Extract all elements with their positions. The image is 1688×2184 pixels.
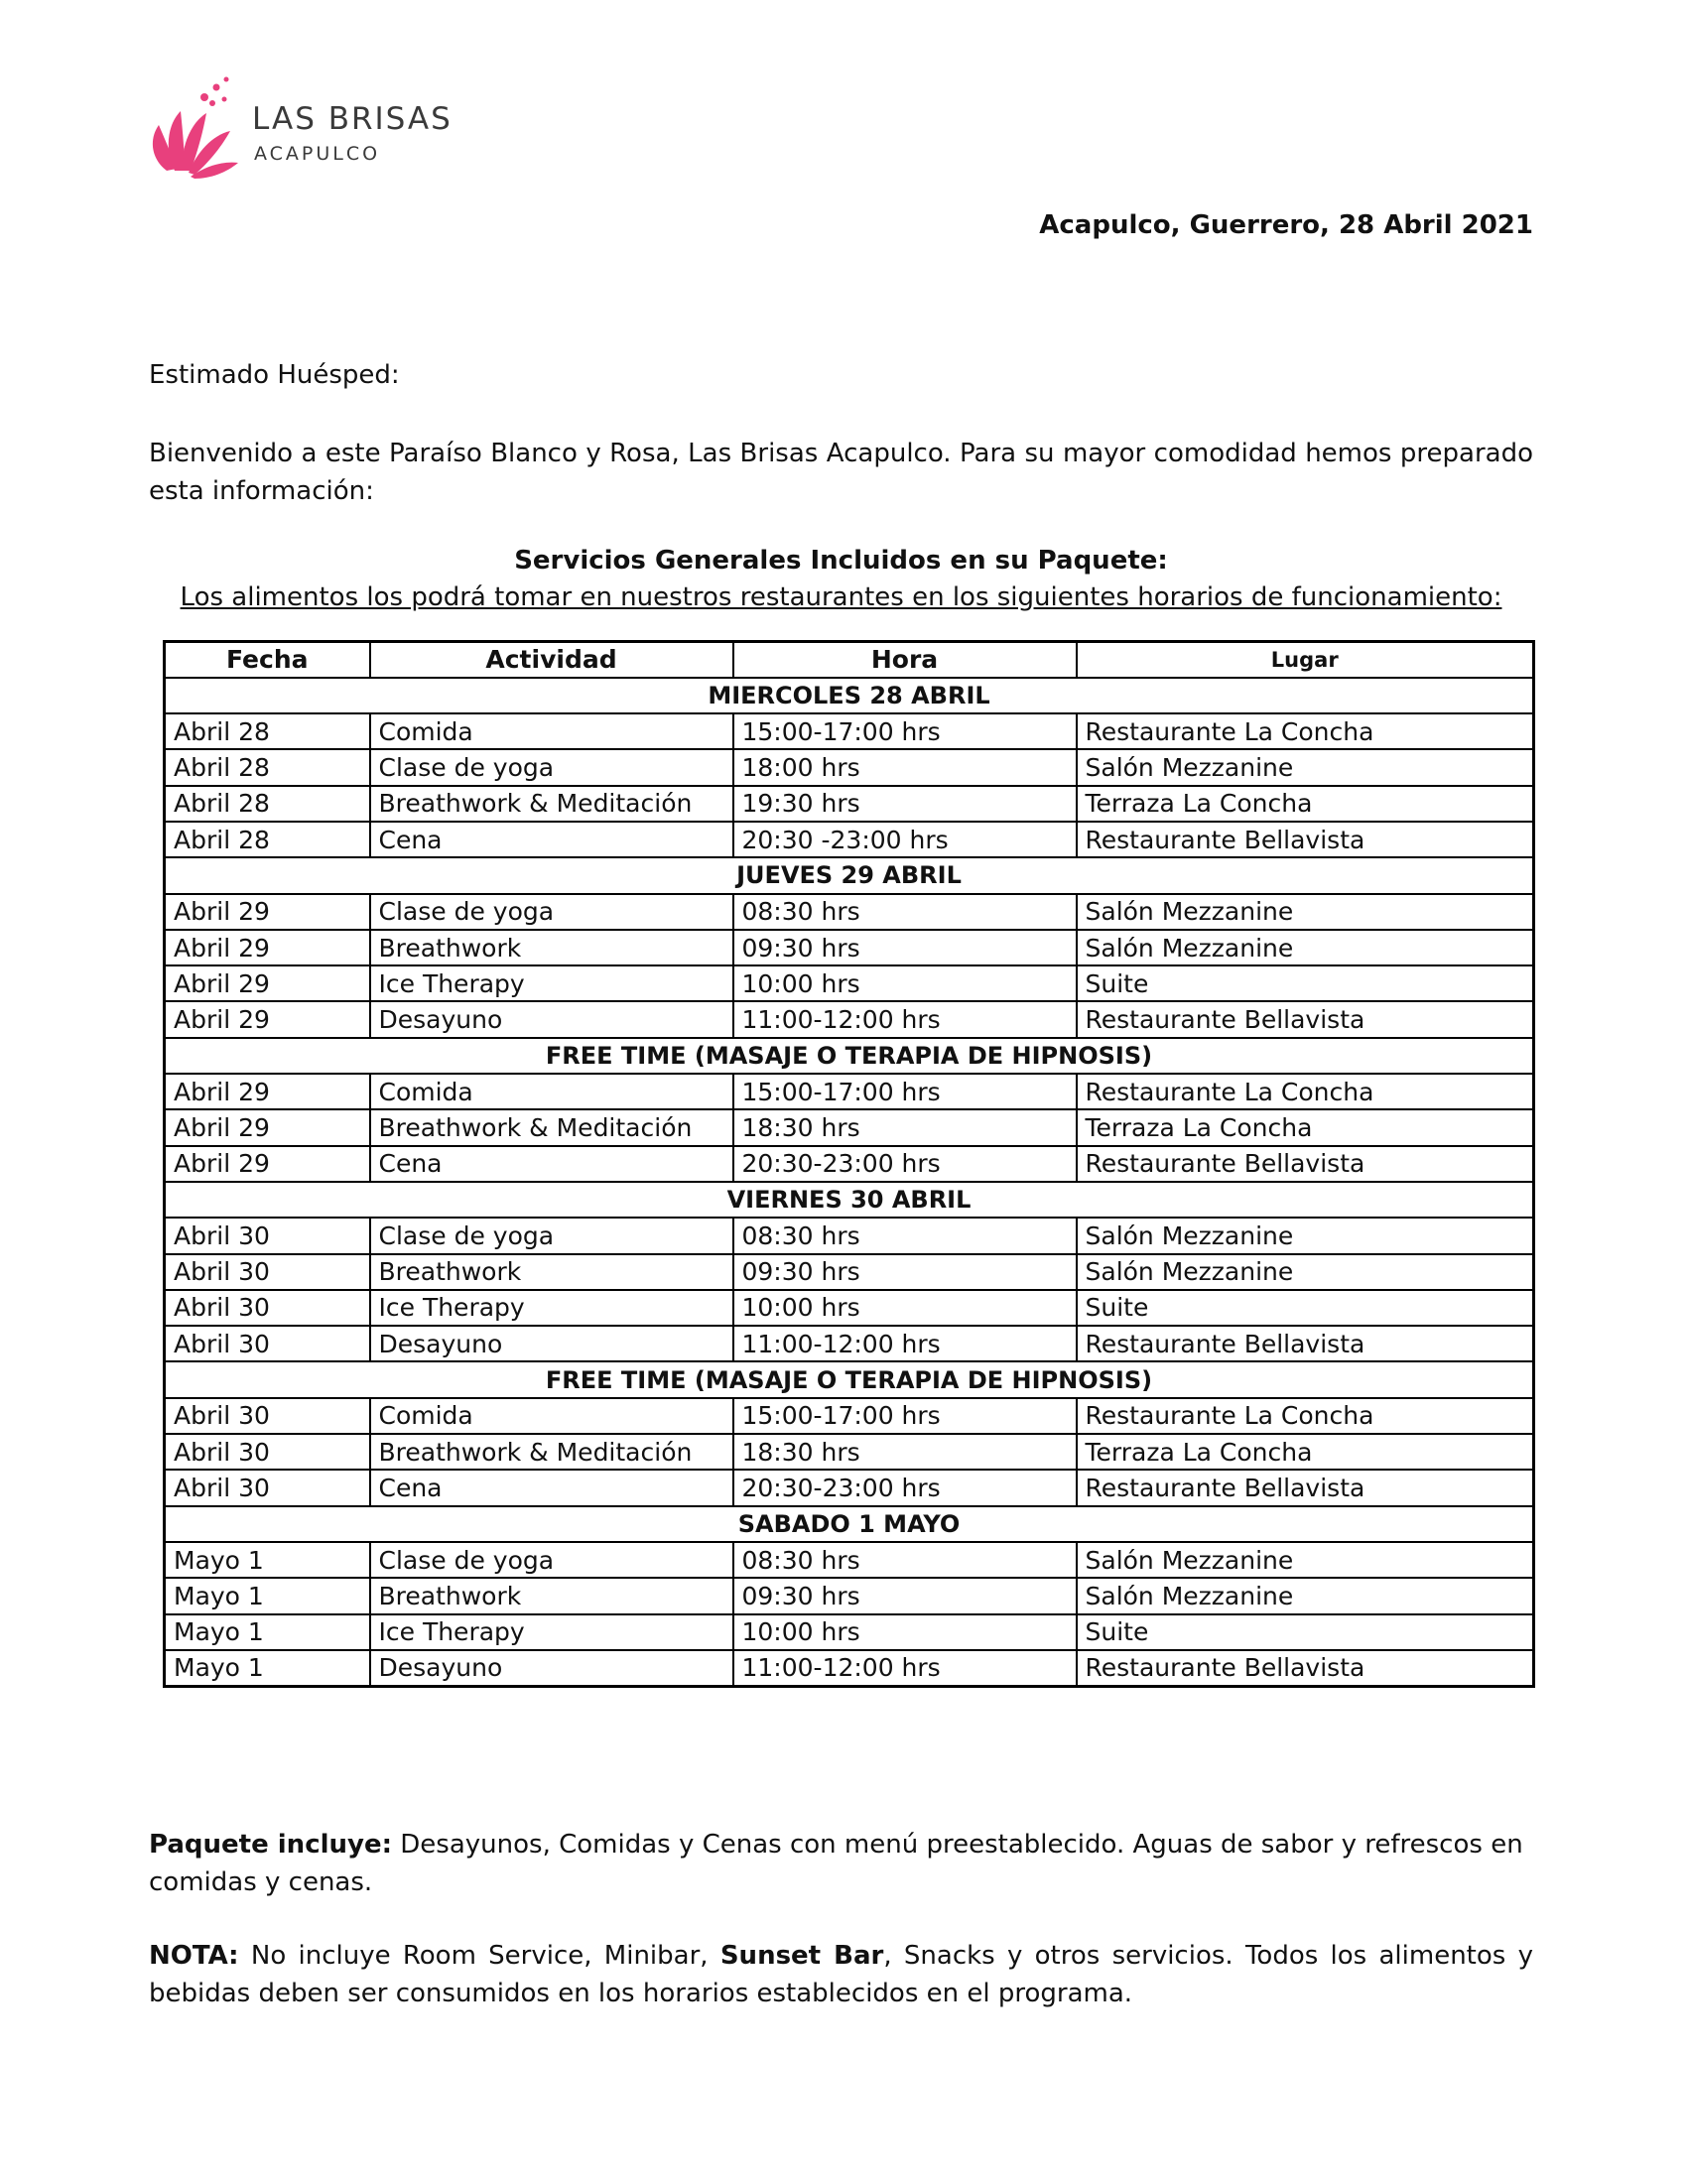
logo-city: ACAPULCO <box>254 143 381 165</box>
cell-hora: 08:30 hrs <box>733 1542 1077 1578</box>
package-label: Paquete incluye: <box>149 1830 393 1860</box>
cell-hora: 18:30 hrs <box>733 1434 1077 1470</box>
cell-actividad: Cena <box>370 1470 733 1505</box>
cell-lugar: Restaurante Bellavista <box>1077 1146 1534 1182</box>
cell-fecha: Mayo 1 <box>165 1578 370 1613</box>
table-row <box>165 1218 1534 1253</box>
cell-fecha: Abril 28 <box>165 786 370 822</box>
cell-hora: 08:30 hrs <box>733 1218 1077 1253</box>
cell-actividad: Desayuno <box>370 1650 733 1686</box>
cell-fecha: Abril 29 <box>165 930 370 965</box>
schedule-body <box>165 678 1534 1686</box>
cell-hora: 09:30 hrs <box>733 930 1077 965</box>
table-row <box>165 713 1534 749</box>
day-heading: SABADO 1 MAYO <box>165 1506 1534 1542</box>
cell-fecha: Abril 29 <box>165 1001 370 1037</box>
cell-hora: 11:00-12:00 hrs <box>733 1001 1077 1037</box>
cell-actividad: Breathwork & Meditación <box>370 1109 733 1145</box>
note-bold: Sunset Bar <box>719 1941 884 1971</box>
cell-fecha: Abril 30 <box>165 1326 370 1361</box>
cell-fecha: Abril 30 <box>165 1290 370 1326</box>
day-heading-row <box>165 857 1534 893</box>
cell-fecha: Mayo 1 <box>165 1614 370 1650</box>
cell-hora: 10:00 hrs <box>733 1614 1077 1650</box>
cell-lugar: Salón Mezzanine <box>1077 1218 1534 1253</box>
note-label: NOTA: <box>149 1941 239 1971</box>
table-row <box>165 1326 1534 1361</box>
day-heading: FREE TIME (MASAJE O TERAPIA DE HIPNOSIS) <box>165 1361 1534 1397</box>
table-row <box>165 1109 1534 1145</box>
cell-fecha: Abril 28 <box>165 713 370 749</box>
table-row <box>165 1146 1534 1182</box>
cell-fecha: Abril 30 <box>165 1434 370 1470</box>
day-heading: JUEVES 29 ABRIL <box>165 857 1534 893</box>
cell-hora: 19:30 hrs <box>733 786 1077 822</box>
table-row <box>165 1650 1534 1686</box>
cell-actividad: Cena <box>370 822 733 857</box>
cell-actividad: Comida <box>370 713 733 749</box>
cell-hora: 15:00-17:00 hrs <box>733 1398 1077 1434</box>
cell-hora: 18:00 hrs <box>733 749 1077 785</box>
intro-paragraph: Bienvenido a este Paraíso Blanco y Rosa, Las Brisas Acapulco. Para su mayor comodidad hemos preparado esta información: <box>149 439 1533 506</box>
table-row <box>165 786 1534 822</box>
cell-fecha: Abril 30 <box>165 1218 370 1253</box>
table-row <box>165 1398 1534 1434</box>
cell-lugar: Restaurante Bellavista <box>1077 1001 1534 1037</box>
day-heading: VIERNES 30 ABRIL <box>165 1182 1534 1218</box>
flower-logo-icon <box>147 73 246 183</box>
cell-lugar: Salón Mezzanine <box>1077 1542 1534 1578</box>
cell-actividad: Breathwork <box>370 930 733 965</box>
schedule-table <box>163 640 1535 1688</box>
day-heading-row <box>165 1506 1534 1542</box>
cell-fecha: Mayo 1 <box>165 1542 370 1578</box>
cell-actividad: Cena <box>370 1146 733 1182</box>
cell-fecha: Abril 28 <box>165 822 370 857</box>
cell-lugar: Suite <box>1077 1614 1534 1650</box>
cell-actividad: Breathwork <box>370 1578 733 1613</box>
cell-lugar: Restaurante La Concha <box>1077 1074 1534 1109</box>
package-text: Desayunos, Comidas y Cenas con menú preestablecido. Aguas de sabor y refrescos en comidas y cenas. <box>149 1830 1523 1897</box>
cell-lugar: Restaurante Bellavista <box>1077 1470 1534 1505</box>
table-header-row <box>165 642 1534 678</box>
cell-lugar: Restaurante La Concha <box>1077 1398 1534 1434</box>
cell-lugar: Salón Mezzanine <box>1077 1578 1534 1613</box>
table-row <box>165 1542 1534 1578</box>
day-heading-row <box>165 1038 1534 1074</box>
cell-fecha: Abril 29 <box>165 1109 370 1145</box>
cell-actividad: Desayuno <box>370 1001 733 1037</box>
day-heading: MIERCOLES 28 ABRIL <box>165 678 1534 713</box>
table-row <box>165 1290 1534 1326</box>
table-row <box>165 1578 1534 1613</box>
table-row <box>165 1470 1534 1505</box>
cell-lugar: Salón Mezzanine <box>1077 894 1534 930</box>
cell-hora: 15:00-17:00 hrs <box>733 1074 1077 1109</box>
cell-actividad: Comida <box>370 1398 733 1434</box>
cell-lugar: Salón Mezzanine <box>1077 930 1534 965</box>
cell-hora: 09:30 hrs <box>733 1254 1077 1290</box>
cell-fecha: Mayo 1 <box>165 1650 370 1686</box>
note-text-1: No incluye Room Service, Minibar, <box>238 1941 720 1971</box>
cell-actividad: Desayuno <box>370 1326 733 1361</box>
cell-hora: 15:00-17:00 hrs <box>733 713 1077 749</box>
cell-hora: 10:00 hrs <box>733 965 1077 1001</box>
cell-fecha: Abril 29 <box>165 965 370 1001</box>
cell-lugar: Restaurante La Concha <box>1077 713 1534 749</box>
cell-hora: 18:30 hrs <box>733 1109 1077 1145</box>
cell-actividad: Breathwork & Meditación <box>370 1434 733 1470</box>
cell-actividad: Breathwork <box>370 1254 733 1290</box>
cell-lugar: Suite <box>1077 965 1534 1001</box>
day-heading: FREE TIME (MASAJE O TERAPIA DE HIPNOSIS) <box>165 1038 1534 1074</box>
section-subtitle: Los alimentos los podrá tomar en nuestros restaurantes en los siguientes horarios de funcionamiento: <box>180 582 1502 612</box>
cell-fecha: Abril 30 <box>165 1470 370 1505</box>
cell-hora: 11:00-12:00 hrs <box>733 1326 1077 1361</box>
day-heading-row <box>165 678 1534 713</box>
cell-actividad: Ice Therapy <box>370 1290 733 1326</box>
cell-fecha: Abril 28 <box>165 749 370 785</box>
letter-date: Acapulco, Guerrero, 28 Abril 2021 <box>1039 210 1533 240</box>
cell-actividad: Clase de yoga <box>370 1218 733 1253</box>
cell-actividad: Clase de yoga <box>370 749 733 785</box>
table-row <box>165 1614 1534 1650</box>
cell-actividad: Breathwork & Meditación <box>370 786 733 822</box>
cell-fecha: Abril 30 <box>165 1398 370 1434</box>
cell-lugar: Terraza La Concha <box>1077 786 1534 822</box>
cell-fecha: Abril 30 <box>165 1254 370 1290</box>
cell-actividad: Ice Therapy <box>370 1614 733 1650</box>
table-row <box>165 1434 1534 1470</box>
cell-actividad: Ice Therapy <box>370 965 733 1001</box>
cell-lugar: Restaurante Bellavista <box>1077 1650 1534 1686</box>
header-fecha: Fecha <box>165 642 370 678</box>
cell-lugar: Terraza La Concha <box>1077 1434 1534 1470</box>
table-row <box>165 749 1534 785</box>
cell-fecha: Abril 29 <box>165 894 370 930</box>
cell-lugar: Suite <box>1077 1290 1534 1326</box>
cell-hora: 09:30 hrs <box>733 1578 1077 1613</box>
table-row <box>165 822 1534 857</box>
table-row <box>165 965 1534 1001</box>
table-row <box>165 1074 1534 1109</box>
cell-actividad: Clase de yoga <box>370 1542 733 1578</box>
note-text-2: , Snacks y otros servicios. Todos los alimentos y bebidas deben ser consumidos en los horarios establecidos en el programa. <box>149 1941 1533 2008</box>
cell-actividad: Comida <box>370 1074 733 1109</box>
cell-hora: 11:00-12:00 hrs <box>733 1650 1077 1686</box>
hotel-logo <box>147 73 464 183</box>
table-row <box>165 894 1534 930</box>
cell-lugar: Restaurante Bellavista <box>1077 1326 1534 1361</box>
header-lugar: Lugar <box>1077 642 1534 678</box>
cell-lugar: Salón Mezzanine <box>1077 1254 1534 1290</box>
table-row <box>165 1001 1534 1037</box>
day-heading-row <box>165 1182 1534 1218</box>
cell-hora: 08:30 hrs <box>733 894 1077 930</box>
cell-hora: 10:00 hrs <box>733 1290 1077 1326</box>
cell-lugar: Terraza La Concha <box>1077 1109 1534 1145</box>
table-row <box>165 1254 1534 1290</box>
header-hora: Hora <box>733 642 1077 678</box>
day-heading-row <box>165 1361 1534 1397</box>
package-includes <box>149 1826 1533 1901</box>
cell-fecha: Abril 29 <box>165 1074 370 1109</box>
logo-name: LAS BRISAS <box>252 101 453 137</box>
section-title: Servicios Generales Incluidos en su Paquete: <box>514 546 1168 576</box>
cell-hora: 20:30-23:00 hrs <box>733 1470 1077 1505</box>
cell-lugar: Restaurante Bellavista <box>1077 822 1534 857</box>
header-actividad: Actividad <box>370 642 733 678</box>
cell-hora: 20:30 -23:00 hrs <box>733 822 1077 857</box>
note-paragraph <box>149 1937 1533 2012</box>
table-row <box>165 930 1534 965</box>
cell-actividad: Clase de yoga <box>370 894 733 930</box>
salutation: Estimado Huésped: <box>149 360 400 390</box>
cell-lugar: Salón Mezzanine <box>1077 749 1534 785</box>
cell-hora: 20:30-23:00 hrs <box>733 1146 1077 1182</box>
cell-fecha: Abril 29 <box>165 1146 370 1182</box>
